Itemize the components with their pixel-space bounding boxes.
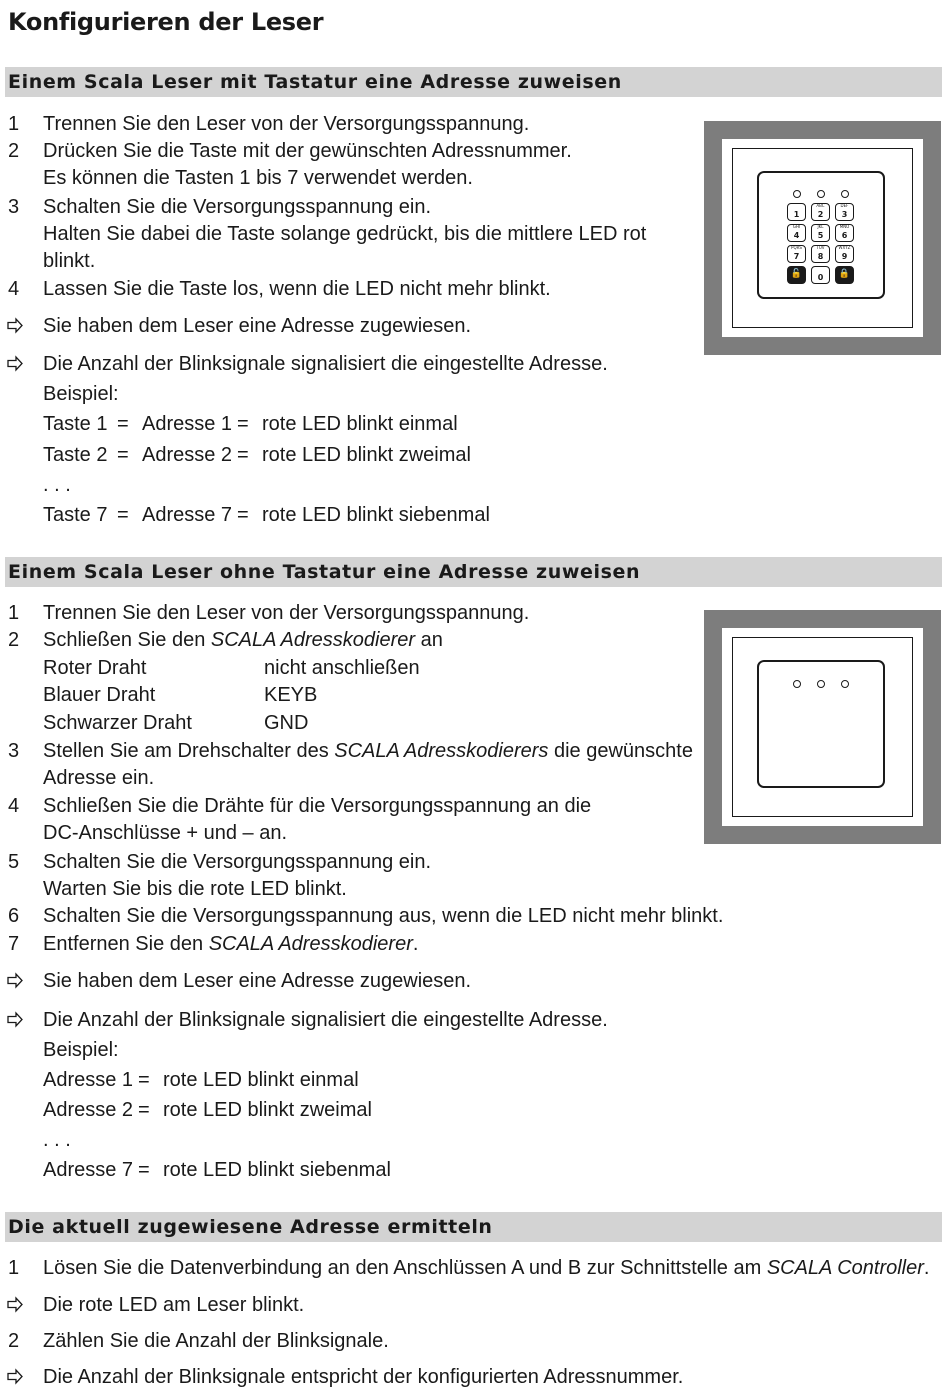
step-text: Adresse ein. (43, 767, 155, 789)
step-number: 2 (8, 140, 20, 162)
step-number: 1 (8, 602, 20, 624)
section-heading-determine-address: Die aktuell zugewiesene Adresse ermitteln (5, 1212, 942, 1242)
equals-sign: = (138, 1159, 150, 1181)
step-number: 4 (8, 278, 20, 300)
led-middle-icon (817, 680, 825, 688)
example-address: Adresse 7 (43, 1159, 134, 1181)
equals-sign: = (117, 504, 129, 526)
step-text: Zählen Sie die Anzahl der Blinksignale. (43, 1330, 389, 1352)
step-text: Lösen Sie die Datenverbindung an den Anschlüssen A und B zur Schnittstelle am SCALA Controller. (43, 1257, 930, 1279)
result-text: Sie haben dem Leser eine Adresse zugewiesen. (43, 970, 472, 992)
step-text: Es können die Tasten 1 bis 7 verwendet werden. (43, 167, 473, 189)
keypad-key-1: 1 (787, 203, 806, 221)
equals-sign: = (237, 444, 249, 466)
keypad-key-3: DEF 3 (835, 203, 854, 221)
non-keypad-reader-illustration (704, 610, 941, 844)
example-address: Adresse 2 (43, 1099, 134, 1121)
result-text: Die rote LED am Leser blinkt. (43, 1294, 305, 1316)
step-text: DC-Anschlüsse + und – an. (43, 822, 288, 844)
equals-sign: = (237, 504, 249, 526)
example-result: rote LED blinkt einmal (163, 1069, 359, 1091)
step-text: Schließen Sie den SCALA Adresskodierer an (43, 629, 443, 651)
step-text: Drücken Sie die Taste mit der gewünschten Adressnummer. (43, 140, 572, 162)
example-result: rote LED blinkt zweimal (262, 444, 471, 466)
step-number: 1 (8, 1257, 20, 1279)
step-number: 7 (8, 933, 20, 955)
example-address: Adresse 2 (142, 444, 233, 466)
example-result: rote LED blinkt siebenmal (262, 504, 490, 526)
ellipsis: . . . (43, 474, 71, 496)
step-text: Schalten Sie die Versorgungsspannung aus, wenn die LED nicht mehr blinkt. (43, 905, 724, 927)
keypad-key-9: WXYZ 9 (835, 245, 854, 263)
led-middle-icon (817, 190, 825, 198)
step-text: blinkt. (43, 250, 96, 272)
example-label: Beispiel: (43, 383, 119, 405)
result-arrow-icon (6, 1364, 24, 1390)
step-text: Schalten Sie die Versorgungsspannung ein. (43, 196, 432, 218)
result-text: Die Anzahl der Blinksignale signalisiert die eingestellte Adresse. (43, 1009, 608, 1031)
keypad-unlock-icon: 🔓 (787, 266, 806, 284)
wire-value: KEYB (264, 684, 318, 706)
section-heading-non-keypad-reader: Einem Scala Leser ohne Tastatur eine Adresse zuweisen (5, 557, 942, 587)
example-key: Taste 2 (43, 444, 108, 466)
equals-sign: = (237, 413, 249, 435)
example-address: Adresse 1 (43, 1069, 134, 1091)
step-number: 2 (8, 1330, 20, 1352)
step-text: Lassen Sie die Taste los, wenn die LED nicht mehr blinkt. (43, 278, 551, 300)
result-arrow-icon (6, 1292, 24, 1318)
example-key: Taste 1 (43, 413, 108, 435)
equals-sign: = (138, 1099, 150, 1121)
equals-sign: = (117, 413, 129, 435)
page-title: Konfigurieren der Leser (8, 8, 324, 36)
step-text: Trennen Sie den Leser von der Versorgungsspannung. (43, 113, 530, 135)
example-address: Adresse 1 (142, 413, 233, 435)
example-label: Beispiel: (43, 1039, 119, 1061)
example-result: rote LED blinkt einmal (262, 413, 458, 435)
led-left-icon (793, 680, 801, 688)
led-left-icon (793, 190, 801, 198)
keypad-key-7: PQRS 7 (787, 245, 806, 263)
led-right-icon (841, 680, 849, 688)
step-number: 2 (8, 629, 20, 651)
keypad-key-6: MNO 6 (835, 224, 854, 242)
wire-value: nicht anschließen (264, 657, 420, 679)
ellipsis: . . . (43, 1129, 71, 1151)
example-result: rote LED blinkt zweimal (163, 1099, 372, 1121)
keypad-key-4: GHI 4 (787, 224, 806, 242)
example-key: Taste 7 (43, 504, 108, 526)
keypad-key-2: ABC 2 (811, 203, 830, 221)
result-text: Die Anzahl der Blinksignale signalisiert die eingestellte Adresse. (43, 353, 608, 375)
step-text: Schalten Sie die Versorgungsspannung ein. (43, 851, 432, 873)
step-number: 3 (8, 740, 20, 762)
step-text: Warten Sie bis die rote LED blinkt. (43, 878, 347, 900)
equals-sign: = (138, 1069, 150, 1091)
example-address: Adresse 7 (142, 504, 233, 526)
step-number: 4 (8, 795, 20, 817)
result-arrow-icon (6, 313, 24, 339)
result-text: Die Anzahl der Blinksignale entspricht der konfigurierten Adressnummer. (43, 1366, 684, 1388)
step-text: Schließen Sie die Drähte für die Versorgungsspannung an die (43, 795, 592, 817)
keypad-key-8: TUV 8 (811, 245, 830, 263)
result-arrow-icon (6, 351, 24, 377)
step-text: Trennen Sie den Leser von der Versorgungsspannung. (43, 602, 530, 624)
result-arrow-icon (6, 1007, 24, 1033)
step-text: Stellen Sie am Drehschalter des SCALA Adresskodierers die gewünschte (43, 740, 693, 762)
wire-name: Blauer Draht (43, 684, 156, 706)
wire-name: Roter Draht (43, 657, 147, 679)
step-number: 3 (8, 196, 20, 218)
wire-name: Schwarzer Draht (43, 712, 192, 734)
example-result: rote LED blinkt siebenmal (163, 1159, 391, 1181)
wire-value: GND (264, 712, 309, 734)
keypad-lock-icon: 🔒 (835, 266, 854, 284)
result-arrow-icon (6, 968, 24, 994)
step-number: 1 (8, 113, 20, 135)
step-number: 6 (8, 905, 20, 927)
equals-sign: = (117, 444, 129, 466)
step-text: Halten Sie dabei die Taste solange gedrückt, bis die mittlere LED rot (43, 223, 647, 245)
keypad-key-0: 0 (811, 266, 830, 284)
section-heading-keypad-reader: Einem Scala Leser mit Tastatur eine Adresse zuweisen (5, 67, 942, 97)
keypad-reader-illustration (704, 121, 941, 355)
led-right-icon (841, 190, 849, 198)
result-text: Sie haben dem Leser eine Adresse zugewiesen. (43, 315, 472, 337)
step-number: 5 (8, 851, 20, 873)
step-text: Entfernen Sie den SCALA Adresskodierer. (43, 933, 419, 955)
keypad-key-5: JKL 5 (811, 224, 830, 242)
